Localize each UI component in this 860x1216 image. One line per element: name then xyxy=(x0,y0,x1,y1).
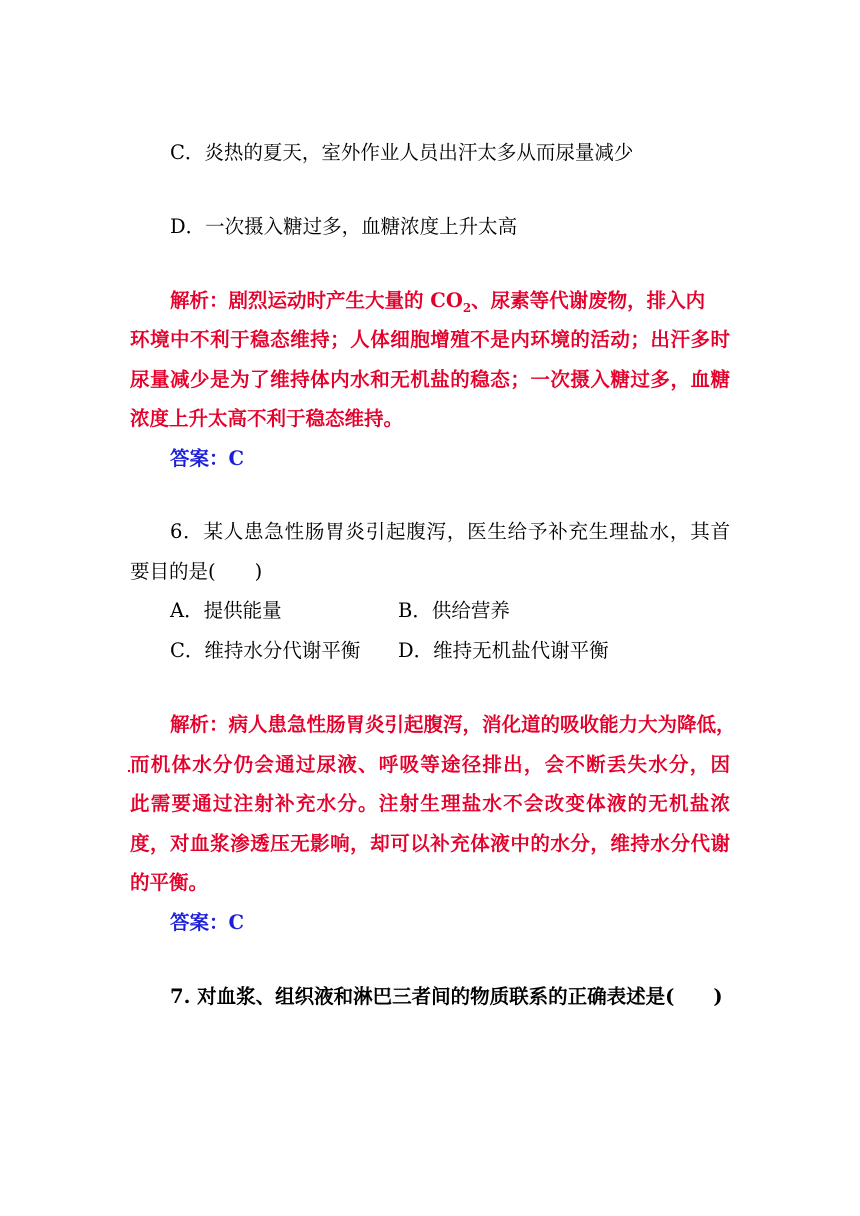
question-6-options-row-2 xyxy=(170,638,770,664)
option-d: D．维持无机盐代谢平衡 xyxy=(398,639,609,662)
question-5-analysis xyxy=(170,288,730,321)
question-6-stem-line: 要目的是( ) xyxy=(130,560,263,583)
question-6-analysis xyxy=(170,712,736,738)
question-6-analysis-line: 的平衡。 xyxy=(130,871,209,894)
question-5-analysis-line: 尿量减少是为了维持体内水和无机盐的稳态；一次摄入糖过多，血糖 xyxy=(130,368,730,391)
question-7-stem: 7. 对血浆、组织液和淋巴三者间的物质联系的正确表述是( ) xyxy=(170,985,723,1008)
question-6-analysis-line: 此需要通过注射补充水分。注射生理盐水不会改变体液的无机盐浓 xyxy=(130,792,730,815)
analysis-text: 剧烈运动时产生大量的 CO xyxy=(228,289,463,312)
question-6-analysis-line: 而机体水分仍会通过尿液、呼吸等途径排出，会不断丢失水分，因 xyxy=(130,753,730,776)
question-6-options-row-1 xyxy=(170,598,770,624)
analysis-label: 解析： xyxy=(170,289,229,312)
question-6-stem: 6．某人患急性肠胃炎引起腹泻，医生给予补充生理盐水，其首 xyxy=(170,520,730,543)
question-5-option-d: D．一次摄入糖过多，血糖浓度上升太高 xyxy=(170,215,518,238)
option-b: B．供给营养 xyxy=(398,599,510,622)
question-6-analysis-line: 度，对血浆渗透压无影响，却可以补充体液中的水分，维持水分代谢 xyxy=(130,832,730,855)
analysis-label: 解析： xyxy=(170,713,229,736)
analysis-subscript: 2 xyxy=(462,300,472,315)
question-5-answer: 答案：C xyxy=(170,447,245,470)
question-6-answer: 答案：C xyxy=(170,911,245,934)
analysis-text: 、尿素等代谢废物，排入内 xyxy=(471,289,706,312)
question-5-option-c: C．炎热的夏天，室外作业人员出汗太多从而尿量减少 xyxy=(170,141,634,164)
question-5-analysis-line: 环境中不利于稳态维持；人体细胞增殖不是内环境的活动；出汗多时 xyxy=(130,328,730,351)
question-5-analysis-line: 浓度上升太高不利于稳态维持。 xyxy=(130,407,404,430)
option-a: A．提供能量 xyxy=(170,599,282,622)
analysis-text: 病人患急性肠胃炎引起腹泻，消化道的吸收能力大为降低， xyxy=(228,713,736,736)
option-c: C．维持水分代谢平衡 xyxy=(170,639,361,662)
